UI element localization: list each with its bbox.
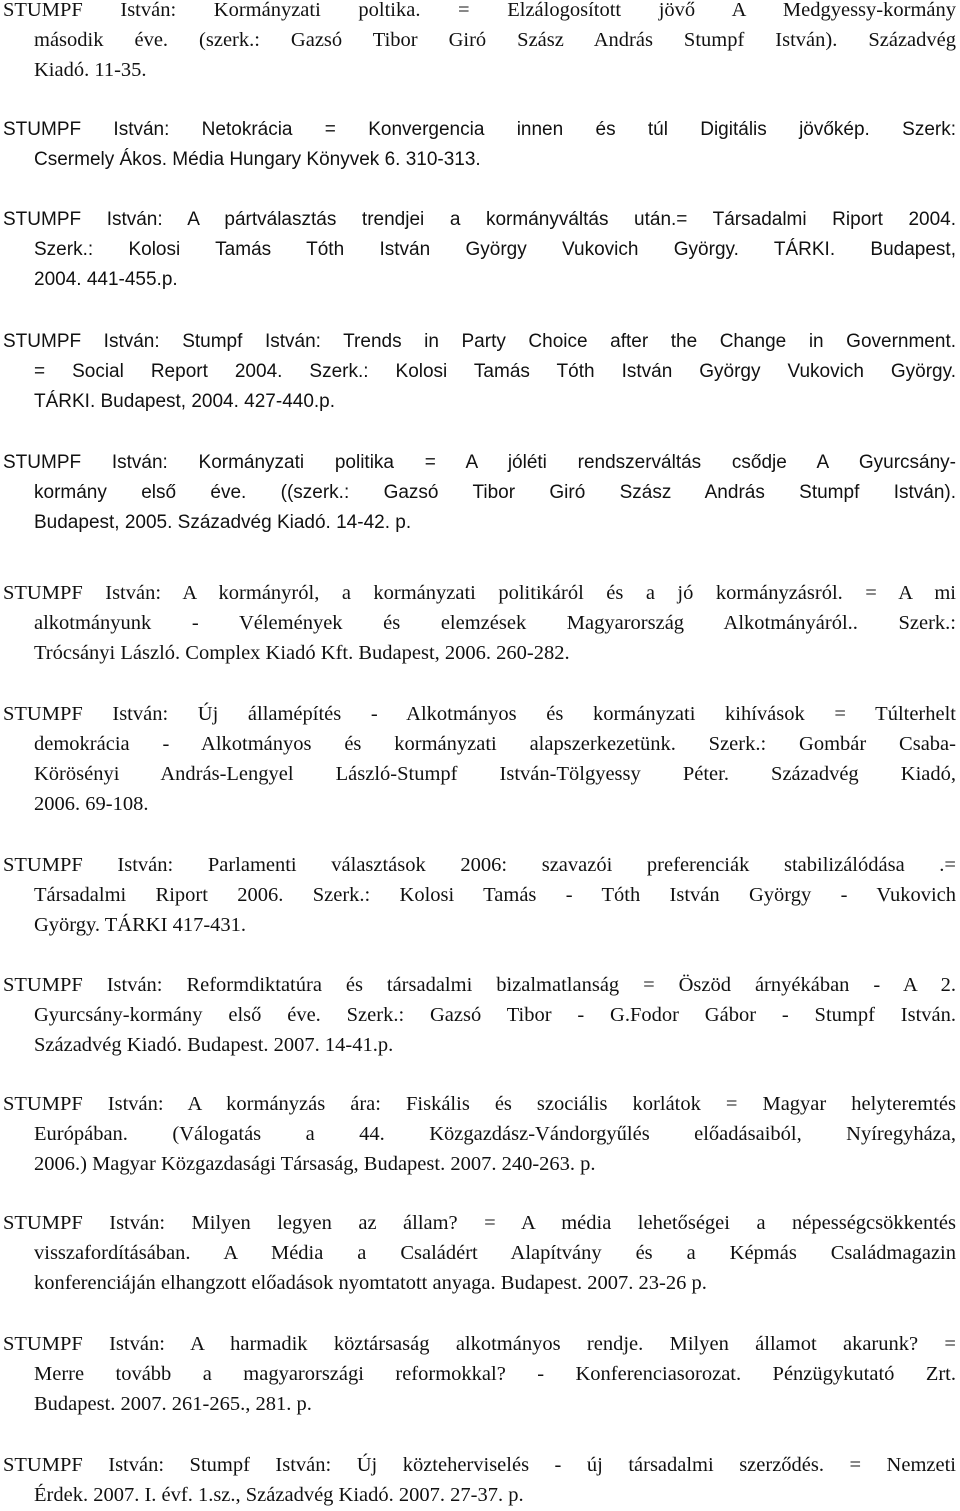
- entry-line: Szerk.: Kolosi Tamás Tóth István György Vukovich György. TÁRKI. Budapest,: [34, 239, 956, 260]
- bibliography-entry-13: [3, 1450, 956, 1510]
- entry-line: = Social Report 2004. Szerk.: Kolosi Tamás Tóth István György Vukovich György.: [34, 361, 956, 382]
- entry-line: Csermely Ákos. Média Hungary Könyvek 6. 310-313.: [34, 149, 481, 170]
- entry-line: TÁRKI. Budapest, 2004. 427-440.p.: [34, 391, 336, 412]
- bibliography-entry-10: [3, 1089, 956, 1179]
- entry-line: STUMPF István: Új államépítés - Alkotmányos és kormányzati kihívások = Túlterhelt: [3, 703, 956, 725]
- entry-line: STUMPF István: A kormányról, a kormányzati politikáról és a jó kormányzásról. = A mi: [3, 582, 956, 604]
- entry-line: Európában. (Válogatás a 44. Közgazdász-Vándorgyűlés előadásaiból, Nyíregyháza,: [34, 1123, 956, 1145]
- entry-line: Merre tovább a magyarországi reformokkal? - Konferenciasorozat. Pénzügykutató Zrt.: [34, 1363, 956, 1385]
- entry-line: STUMPF István: A kormányzás ára: Fiskális és szociális korlátok = Magyar helyteremtés: [3, 1093, 956, 1115]
- bibliography-entry-7: [3, 699, 956, 819]
- entry-line: kormány első éve. ((szerk.: Gazsó Tibor Giró Szász András Stumpf István).: [34, 482, 956, 503]
- entry-line: alkotmányunk - Vélemények és elemzések Magyarország Alkotmányáról.. Szerk.:: [34, 612, 956, 634]
- entry-line: Budapest. 2007. 261-265., 281. p.: [34, 1393, 312, 1415]
- entry-line: Budapest, 2005. Századvég Kiadó. 14-42. p.: [34, 512, 412, 533]
- entry-line: második éve. (szerk.: Gazsó Tibor Giró Szász András Stumpf István). Századvég: [34, 29, 956, 51]
- bibliography-entry-11: [3, 1208, 956, 1298]
- bibliography-entry-8: [3, 850, 956, 940]
- entry-line: STUMPF István: Milyen legyen az állam? = A média lehetőségei a népességcsökkentés: [3, 1212, 956, 1234]
- entry-line: visszafordításában. A Média a Családért Alapítvány és a Képmás Családmagazin: [34, 1242, 956, 1264]
- bibliography-entry-5: [3, 448, 956, 538]
- entry-line: konferenciáján elhangzott előadások nyomtatott anyaga. Budapest. 2007. 23-26 p.: [34, 1272, 707, 1294]
- entry-line: STUMPF István: A harmadik köztársaság alkotmányos rendje. Milyen államot akarunk? =: [3, 1333, 956, 1355]
- entry-line: STUMPF István: Parlamenti választások 2006: szavazói preferenciák stabilizálódása .=: [3, 854, 956, 876]
- entry-line: STUMPF István: Reformdiktatúra és társadalmi bizalmatlanság = Öszöd árnyékában - A 2.: [3, 974, 956, 996]
- bibliography-entry-9: [3, 970, 956, 1060]
- entry-line: STUMPF István: Netokrácia = Konvergencia innen és túl Digitális jövőkép. Szerk:: [3, 119, 956, 140]
- entry-line: Kiadó. 11-35.: [34, 59, 147, 81]
- entry-line: demokrácia - Alkotmányos és kormányzati alapszerkezetünk. Szerk.: Gombár Csaba-: [34, 733, 956, 755]
- entry-line: STUMPF István: Stumpf István: Új közteherviselés - új társadalmi szerződés. = Nemzeti: [3, 1454, 956, 1476]
- bibliography-entry-12: [3, 1329, 956, 1419]
- entry-line: STUMPF István: Kormányzati poltika. = Elzálogosított jövő A Medgyessy-kormány: [3, 0, 956, 21]
- entry-line: STUMPF István: Stumpf István: Trends in Party Choice after the Change in Government.: [3, 331, 956, 352]
- entry-line: 2006. 69-108.: [34, 793, 149, 815]
- bibliography-entry-6: [3, 578, 956, 668]
- bibliography-entry-4: [3, 327, 956, 417]
- entry-line: Körösényi András-Lengyel László-Stumpf István-Tölgyessy Péter. Századvég Kiadó,: [34, 763, 956, 785]
- entry-line: STUMPF István: A pártválasztás trendjei a kormányváltás után.= Társadalmi Riport 2004.: [3, 209, 956, 230]
- entry-line: Trócsányi László. Complex Kiadó Kft. Budapest, 2006. 260-282.: [34, 642, 570, 664]
- entry-line: György. TÁRKI 417-431.: [34, 914, 247, 936]
- bibliography-entry-3: [3, 205, 956, 295]
- entry-line: Gyurcsány-kormány első éve. Szerk.: Gazsó Tibor - G.Fodor Gábor - Stumpf István.: [34, 1004, 956, 1026]
- entry-line: 2004. 441-455.p.: [34, 269, 178, 290]
- entry-line: Érdek. 2007. I. évf. 1.sz., Századvég Kiadó. 2007. 27-37. p.: [34, 1484, 524, 1506]
- entry-line: 2006.) Magyar Közgazdasági Társaság, Budapest. 2007. 240-263. p.: [34, 1153, 596, 1175]
- entry-line: Századvég Kiadó. Budapest. 2007. 14-41.p.: [34, 1034, 394, 1056]
- entry-line: Társadalmi Riport 2006. Szerk.: Kolosi Tamás - Tóth István György - Vukovich: [34, 884, 956, 906]
- bibliography-entry-2: [3, 115, 956, 175]
- entry-line: STUMPF István: Kormányzati politika = A jóléti rendszerváltás csődje A Gyurcsány-: [3, 452, 956, 473]
- bibliography-entry-1: [3, 0, 956, 85]
